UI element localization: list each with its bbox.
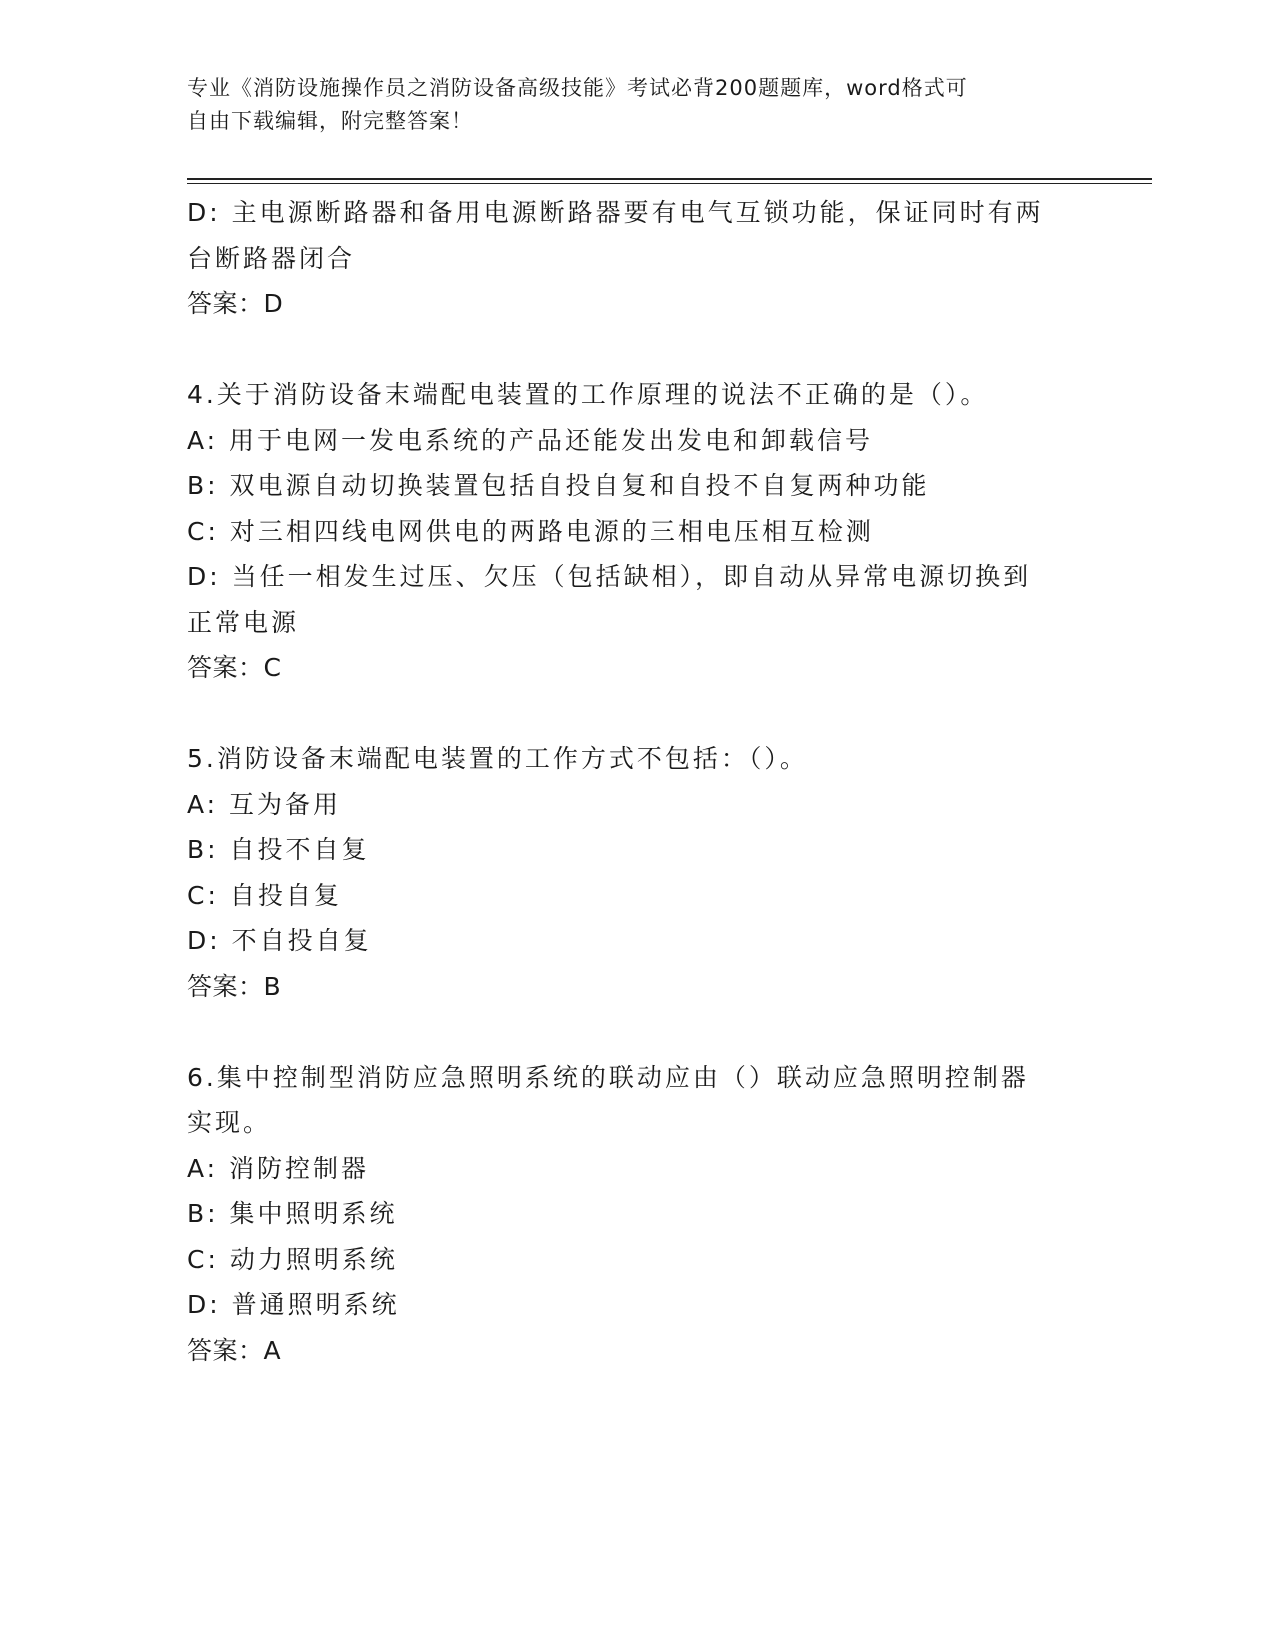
spacer [187, 327, 1087, 373]
document-header [187, 72, 1067, 138]
answer: 答案：B [187, 971, 282, 1001]
option-c: C: 动力照明系统 [187, 1244, 398, 1274]
question-4 [187, 372, 1087, 691]
option-a: A: 用于电网一发电系统的产品还能发出发电和卸载信号 [187, 425, 874, 455]
option-b: B: 双电源自动切换装置包括自投自复和自投不自复两种功能 [187, 471, 930, 500]
header-line-2: 自由下载编辑，附完整答案！ [187, 109, 473, 133]
option-d: D: 当任一相发生过压、欠压（包括缺相），即自动从异常电源切换到 [187, 562, 1032, 591]
option-b: B: 集中照明系统 [187, 1199, 398, 1228]
spacer [187, 691, 1087, 737]
question-stem: 6.集中控制型消防应急照明系统的联动应由（）联动应急照明控制器 [187, 1062, 1029, 1092]
answer: 答案：A [187, 1335, 282, 1365]
header-divider-thin [187, 183, 1152, 184]
option-a: A: 互为备用 [187, 789, 342, 819]
answer: 答案：C [187, 653, 282, 682]
option-d: D: 不自投自复 [187, 926, 372, 955]
option-d-continued: 台断路器闭合 [187, 243, 356, 273]
spacer [187, 1009, 1087, 1055]
question-6 [187, 1055, 1087, 1374]
answer: 答案：D [187, 289, 284, 318]
option-d: D: 普通照明系统 [187, 1290, 400, 1319]
question-3-tail [187, 190, 1087, 327]
question-stem: 4.关于消防设备末端配电装置的工作原理的说法不正确的是（）。 [187, 380, 989, 409]
option-d: D: 主电源断路器和备用电源断路器要有电气互锁功能，保证同时有两 [187, 198, 1044, 227]
question-5 [187, 736, 1087, 1009]
header-line-1: 专业《消防设施操作员之消防设备高级技能》考试必背200题题库，word格式可 [187, 76, 968, 100]
option-c: C: 自投自复 [187, 880, 342, 910]
question-stem-continued: 实现。 [187, 1108, 272, 1137]
option-c: C: 对三相四线电网供电的两路电源的三相电压相互检测 [187, 516, 874, 546]
option-d-continued: 正常电源 [187, 607, 300, 637]
option-b: B: 自投不自复 [187, 835, 370, 864]
question-stem: 5.消防设备末端配电装置的工作方式不包括：（）。 [187, 744, 808, 773]
option-a: A: 消防控制器 [187, 1153, 370, 1183]
header-divider-thick [187, 178, 1152, 180]
question-list [187, 190, 1087, 1373]
